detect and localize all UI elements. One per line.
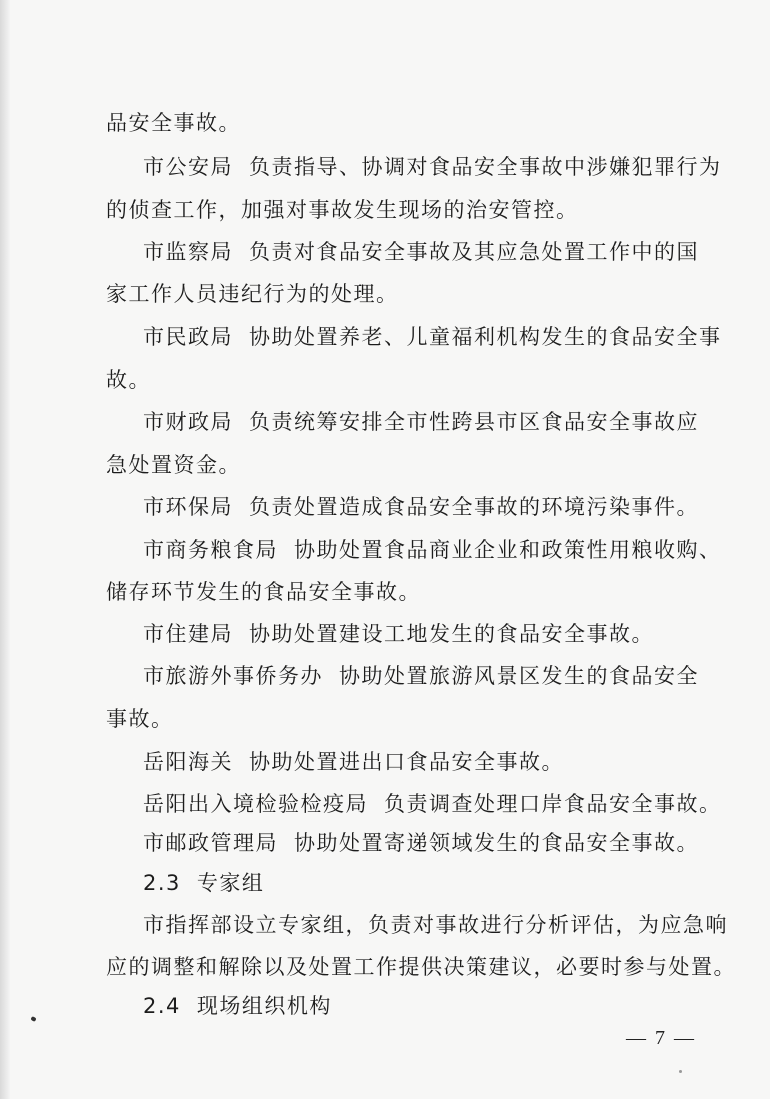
text-line [143,494,699,520]
text-line [106,579,421,605]
text-line [143,621,654,647]
text-line-content: 协助处置寄递领域发生的食品安全事故。 [294,831,699,855]
agency-name: 市公安局 [143,155,233,179]
text-line-content: 品安全事故。 [106,111,241,135]
section-title: 专家组 [196,871,265,895]
section-heading [143,993,332,1019]
text-line-content: 负责统筹安排全市性跨县市区食品安全事故应 [249,410,699,434]
text-line [106,954,736,980]
agency-name: 市商务粮食局 [143,538,278,562]
text-line-content: 急处置资金。 [106,453,241,477]
text-line-content: 储存环节发生的食品安全事故。 [106,580,421,604]
text-line-content: 故。 [106,368,151,392]
text-line [143,749,564,775]
agency-name: 市住建局 [143,622,233,646]
agency-name: 市旅游外事侨务办 [143,664,323,688]
text-line-content: 协助处置进出口食品安全事故。 [249,750,564,774]
section-heading [143,870,264,896]
page-number: — 7 — [626,1027,696,1049]
text-line [106,367,151,393]
text-line-content: 协助处置旅游风景区发生的食品安全 [339,664,699,688]
text-line [106,110,241,136]
text-line [143,409,699,435]
text-line [143,791,722,817]
text-line [143,663,699,689]
text-line-content: 的侦查工作，加强对事故发生现场的治安管控。 [106,198,579,222]
text-line-content: 协助处置食品商业企业和政策性用粮收购、 [294,538,722,562]
scan-speck [679,1070,682,1073]
section-number: 2.3 [143,871,181,895]
text-line [143,239,699,265]
section-title: 现场组织机构 [196,994,332,1018]
agency-name: 岳阳海关 [143,750,233,774]
text-line-content: 负责指导、协调对食品安全事故中涉嫌犯罪行为 [249,155,722,179]
agency-name: 市财政局 [143,410,233,434]
text-line-content: 事故。 [106,707,174,731]
text-line-content: 负责对食品安全事故及其应急处置工作中的国 [249,240,699,264]
text-line-content: 负责处置造成食品安全事故的环境污染事件。 [249,495,699,519]
agency-name: 岳阳出入境检验检疫局 [143,792,368,816]
agency-name: 市邮政管理局 [143,831,278,855]
section-number: 2.4 [143,994,181,1018]
text-line [106,281,399,307]
text-line-content: 市指挥部设立专家组，负责对事故进行分析评估，为应急响 [143,913,728,937]
text-line-content: 应的调整和解除以及处置工作提供决策建议，必要时参与处置。 [106,955,736,979]
text-line [143,912,728,938]
text-line [143,324,722,350]
text-line [143,830,699,856]
text-line [106,706,174,732]
text-line [106,452,241,478]
text-line [143,537,722,563]
agency-name: 市环保局 [143,495,233,519]
text-line-content: 家工作人员违纪行为的处理。 [106,282,399,306]
agency-name: 市监察局 [143,240,233,264]
text-line-content: 负责调查处理口岸食品安全事故。 [384,792,722,816]
text-line-content: 协助处置养老、儿童福利机构发生的食品安全事 [249,325,722,349]
text-line [106,197,579,223]
agency-name: 市民政局 [143,325,233,349]
text-line [143,154,722,180]
text-line-content: 协助处置建设工地发生的食品安全事故。 [249,622,654,646]
